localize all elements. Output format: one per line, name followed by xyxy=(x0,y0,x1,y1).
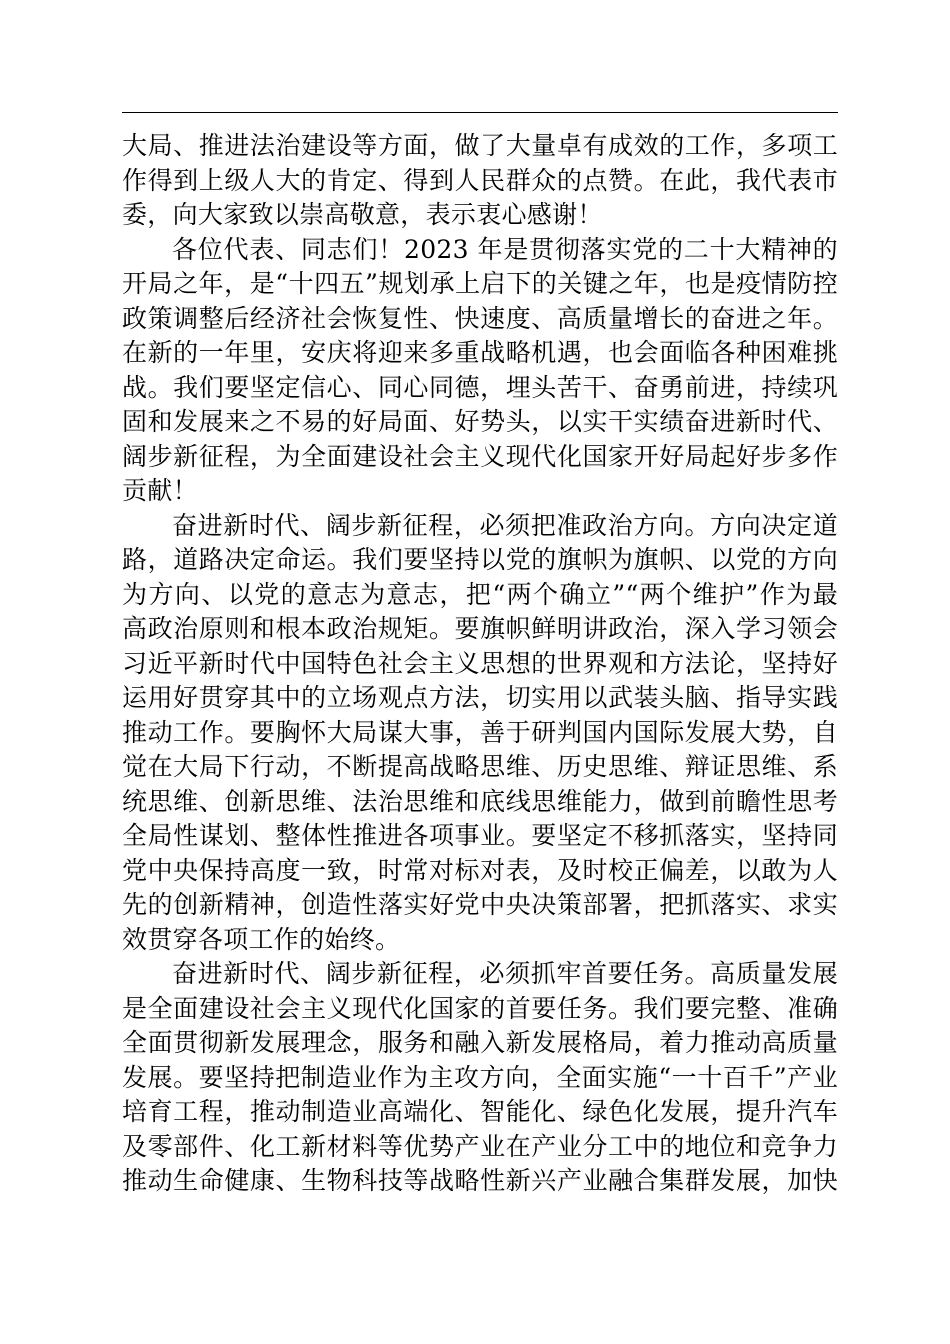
text-line: 全面贯彻新发展理念，服务和融入新发展格局，着力推动高质量 xyxy=(122,1028,838,1057)
text-line: 运用好贯穿其中的立场观点方法，切实用以武装头脑、指导实践 xyxy=(122,683,838,712)
text-line: 战。我们要坚定信心、同心同德，埋头苦干、奋勇前进，持续巩 xyxy=(122,372,838,402)
text-line: 在新的一年里，安庆将迎来多重战略机遇，也会面临各种困难挑 xyxy=(122,338,838,367)
text-line: 作得到上级人大的肯定、得到人民群众的点赞。在此，我代表市 xyxy=(122,165,838,195)
text-line: 政策调整后经济社会恢复性、快速度、高质量增长的奋进之年。 xyxy=(122,303,838,333)
text-line: 委，向大家致以崇高敬意，表示衷心感谢！ xyxy=(122,200,603,229)
text-line: 奋进新时代、阔步新征程，必须把准政治方向。方向决定道 xyxy=(172,510,838,540)
text-line: 党中央保持高度一致，时常对标对表，及时校正偏差，以敢为人 xyxy=(122,855,838,885)
text-line: 各位代表、同志们！2023 年是贯彻落实党的二十大精神的 xyxy=(172,234,838,264)
text-line: 路，道路决定命运。我们要坚持以党的旗帜为旗帜、以党的方向 xyxy=(122,545,838,574)
document-body xyxy=(122,129,838,1199)
text-line: 为方向、以党的意志为意志，把“两个确立”“两个维护”作为最 xyxy=(122,579,838,609)
text-line: 大局、推进法治建设等方面，做了大量卓有成效的工作，多项工 xyxy=(122,131,838,160)
text-line: 习近平新时代中国特色社会主义思想的世界观和方法论，坚持好 xyxy=(122,648,838,678)
text-line: 先的创新精神，创造性落实好党中央决策部署，把抓落实、求实 xyxy=(122,890,838,919)
text-line: 贡献！ xyxy=(122,476,198,505)
text-line: 开局之年，是“十四五”规划承上启下的关键之年，也是疫情防控 xyxy=(122,269,838,298)
text-line: 推动生命健康、生物科技等战略性新兴产业融合集群发展，加快 xyxy=(122,1166,838,1195)
text-line: 效贯穿各项工作的始终。 xyxy=(122,924,401,954)
text-line: 阔步新征程，为全面建设社会主义现代化国家开好局起好步多作 xyxy=(122,441,838,471)
text-line: 统思维、创新思维、法治思维和底线思维能力，做到前瞻性思考 xyxy=(122,786,838,816)
text-line: 是全面建设社会主义现代化国家的首要任务。我们要完整、准确 xyxy=(122,993,838,1023)
text-line: 及零部件、化工新材料等优势产业在产业分工中的地位和竞争力 xyxy=(122,1131,838,1161)
header-rule xyxy=(122,112,838,113)
text-line: 全局性谋划、整体性推进各项事业。要坚定不移抓落实，坚持同 xyxy=(122,821,838,850)
text-line: 固和发展来之不易的好局面、好势头，以实干实绩奋进新时代、 xyxy=(122,407,838,436)
text-line: 推动工作。要胸怀大局谋大事，善于研判国内国际发展大势，自 xyxy=(122,717,838,747)
text-line: 培育工程，推动制造业高端化、智能化、绿色化发展，提升汽车 xyxy=(122,1097,838,1126)
text-line: 觉在大局下行动，不断提高战略思维、历史思维、辩证思维、系 xyxy=(122,752,838,781)
text-line: 发展。要坚持把制造业作为主攻方向，全面实施“一十百千”产业 xyxy=(122,1062,838,1092)
text-line: 高政治原则和根本政治规矩。要旗帜鲜明讲政治，深入学习领会 xyxy=(122,614,838,643)
text-line: 奋进新时代、阔步新征程，必须抓牢首要任务。高质量发展 xyxy=(172,959,838,988)
